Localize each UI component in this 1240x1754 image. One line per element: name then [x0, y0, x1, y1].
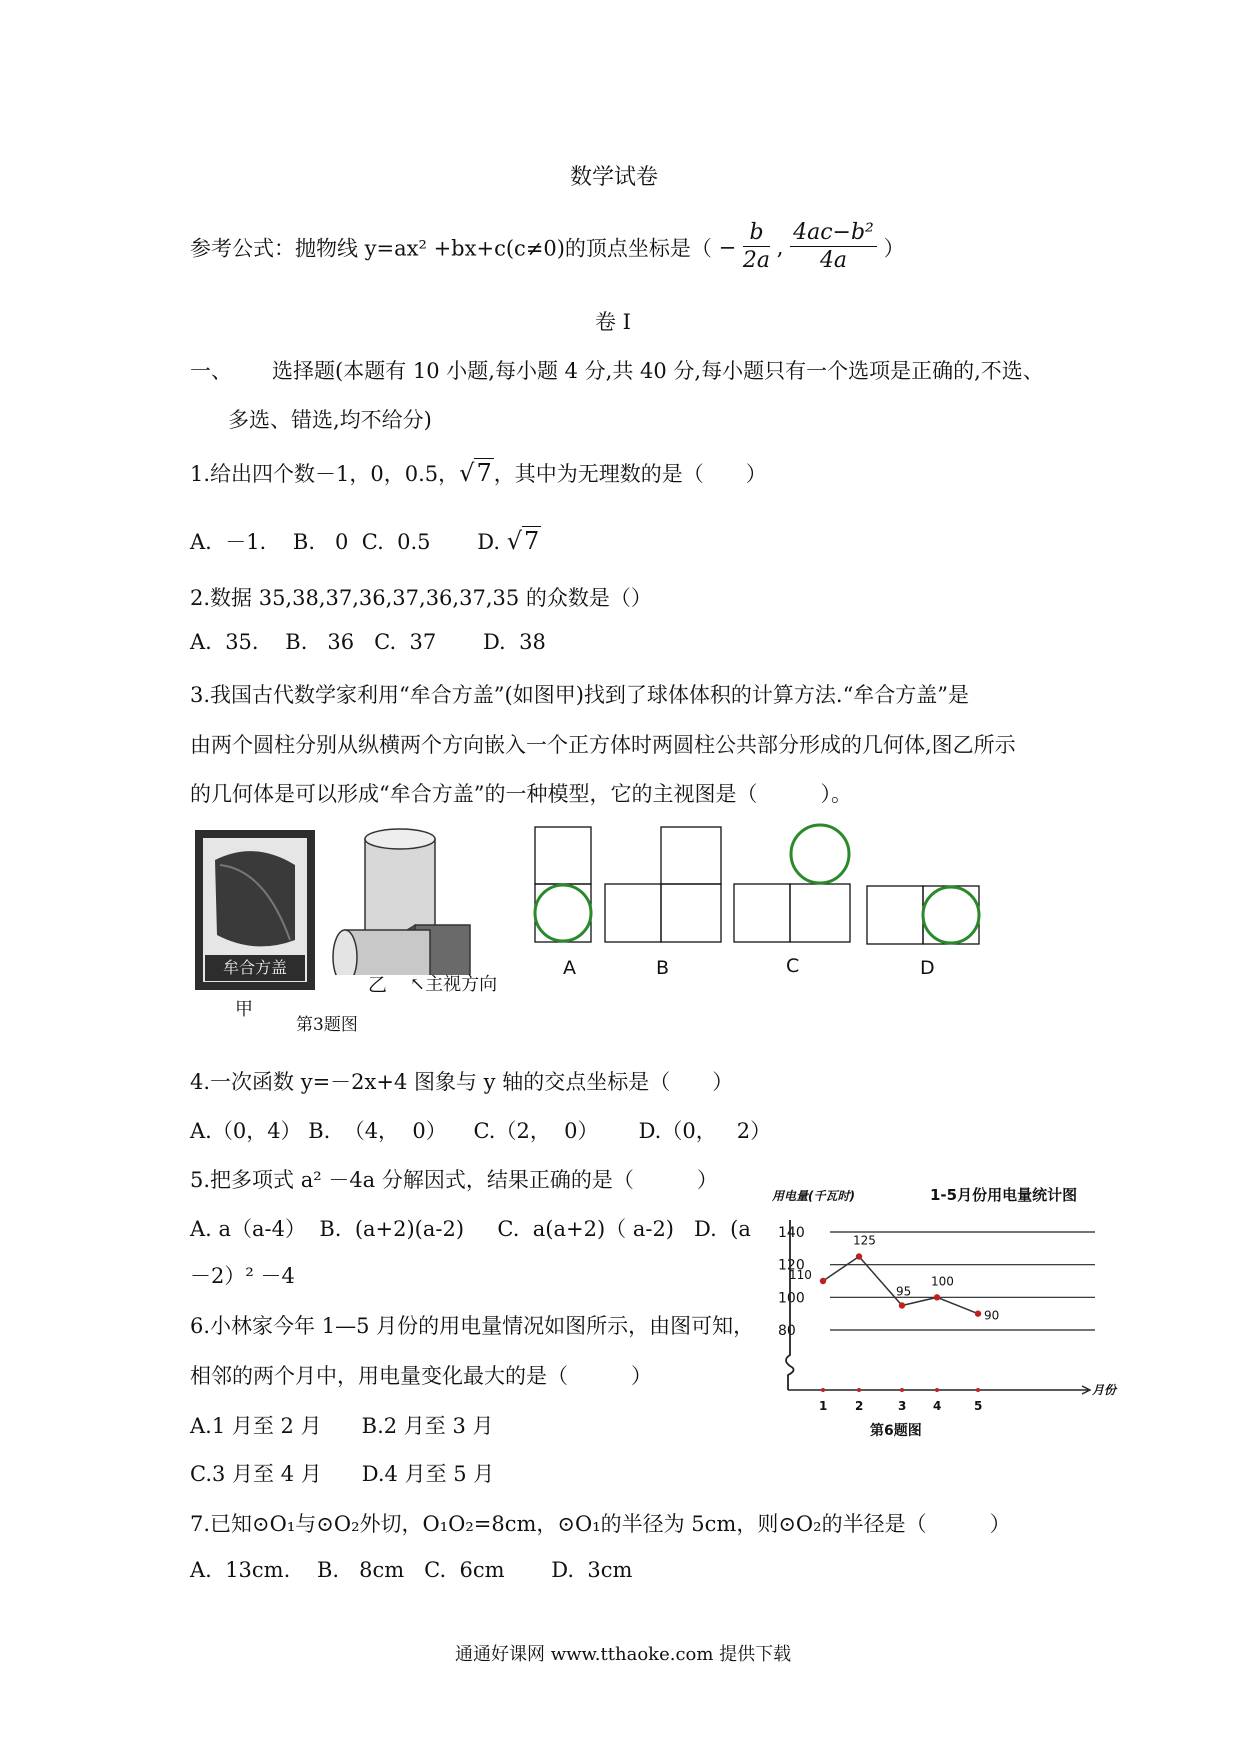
question-1-stem — [190, 458, 767, 488]
question-3-line3: 的几何体是可以形成“牟合方盖”的一种模型，它的主视图是（ ）。 — [190, 782, 852, 806]
y-tick-100: 100 — [778, 1290, 805, 1307]
sqrt-7: √7 — [459, 459, 492, 487]
chart-title: 1-5月份用电量统计图 — [930, 1186, 1078, 1204]
data-label-1: 110 — [789, 1268, 812, 1282]
question-2-options: A. 35. B. 36 C. 37 D. 38 — [190, 630, 546, 654]
view-a — [535, 827, 591, 942]
fraction-y — [790, 220, 877, 275]
question-3-line2: 由两个圆柱分别从纵横两个方向嵌入一个正方体时两圆柱公共部分形成的几何体,图乙所示 — [190, 733, 1016, 757]
figure-caption-q3: 第3题图 — [296, 1015, 358, 1035]
sqrt-7-option: √7 — [506, 527, 540, 555]
question-5-options-cont: －2）² －4 — [190, 1264, 295, 1288]
question-2-stem: 2.数据 35,38,37,36,37,36,37,35 的众数是（） — [190, 586, 652, 610]
x-tick-mark-5 — [976, 1388, 980, 1392]
y-tick-80: 80 — [778, 1323, 796, 1339]
x-tick-5: 5 — [974, 1399, 983, 1413]
view-direction-label: ↖主视方向 — [410, 974, 498, 995]
question-6-line2: 相邻的两个月中，用电量变化最大的是（ ） — [190, 1364, 652, 1388]
figure-label-yi: 乙 — [368, 974, 388, 996]
question-4-options: A.（0，4） B. （4， 0） C.（2， 0） D.（0， 2） — [190, 1119, 772, 1143]
view-label-a: A — [563, 957, 576, 979]
answer-views — [530, 820, 1000, 970]
q1-stem-a: 1.给出四个数－1，0，0.5， — [190, 462, 460, 486]
reference-formula — [190, 220, 905, 275]
x-tick-3: 3 — [898, 1399, 907, 1413]
fraction-x — [743, 220, 770, 275]
formula-suffix: ） — [883, 236, 905, 261]
x-tick-4: 4 — [933, 1399, 942, 1413]
section-instruction-line2: 多选、错选,均不给分) — [228, 408, 432, 432]
data-label-3: 95 — [896, 1284, 912, 1299]
data-label-5: 90 — [984, 1308, 1000, 1323]
fraction-y-denominator: 4a — [819, 248, 848, 273]
footer-source: 通通好课网 www.tthaoke.com 提供下载 — [455, 1644, 792, 1665]
page-title: 数学试卷 — [570, 165, 659, 190]
data-point-5 — [975, 1310, 981, 1316]
data-point-4 — [934, 1294, 940, 1300]
view-b — [605, 827, 721, 942]
x-tick-mark-1 — [821, 1388, 825, 1392]
question-5-options: A. a（a-4） B. (a+2)(a-2) C. a(a+2)（ a-2) D. (a — [190, 1217, 751, 1241]
chart-caption: 第6题图 — [870, 1423, 922, 1439]
question-6-line1: 6.小林家今年 1—5 月份的用电量情况如图所示，由图可知， — [190, 1314, 755, 1338]
question-5-stem: 5.把多项式 a² －4a 分解因式，结果正确的是（ ） — [190, 1168, 718, 1192]
question-6-options-2: C.3 月至 4 月 D.4 月至 5 月 — [190, 1462, 495, 1486]
fraction-x-denominator: 2a — [742, 248, 771, 273]
data-label-2: 125 — [853, 1233, 876, 1248]
sqrt-radicand-option: 7 — [524, 527, 540, 555]
section-number: 一、 — [190, 359, 232, 383]
view-label-d: D — [920, 957, 935, 979]
y-tick-140: 140 — [778, 1225, 805, 1241]
volume-heading: 卷 I — [595, 310, 631, 334]
sqrt-radicand: 7 — [476, 459, 492, 487]
data-point-3 — [899, 1302, 905, 1308]
q1-options-text: A. －1. B. 0 C. 0.5 D. — [190, 530, 501, 554]
x-tick-mark-2 — [857, 1388, 861, 1392]
formula-prefix: 参考公式：抛物线 y=ax² +bx+c(c≠0)的顶点坐标是（ — [190, 236, 712, 261]
data-point-1 — [820, 1278, 826, 1284]
question-7-options: A. 13cm. B. 8cm C. 6cm D. 3cm — [190, 1558, 633, 1582]
question-7-stem: 7.已知⊙O₁与⊙O₂外切，O₁O₂=8cm，⊙O₁的半径为 5cm，则⊙O₂的半径是（ ） — [190, 1512, 1011, 1536]
view-d — [867, 886, 979, 944]
x-axis-label: 月份 — [1092, 1383, 1117, 1397]
view-c — [734, 825, 850, 942]
formula-neg: − — [718, 235, 737, 260]
question-6-options-1: A.1 月至 2 月 B.2 月至 3 月 — [190, 1414, 494, 1438]
fraction-y-numerator: 4ac−b² — [790, 220, 877, 247]
photo-label: 牟合方盖 — [205, 955, 305, 981]
chart-ylabel: 用电量(千瓦时) — [772, 1189, 855, 1203]
x-tick-mark-3 — [900, 1388, 904, 1392]
figure-label-jia: 甲 — [235, 999, 253, 1020]
y-tick-120: 120 — [778, 1257, 805, 1274]
data-point-2 — [856, 1253, 862, 1259]
x-tick-mark-4 — [935, 1388, 939, 1392]
cylinder-cube-model — [325, 825, 490, 975]
view-label-c: C — [786, 955, 800, 977]
question-4-stem: 4.一次函数 y=－2x+4 图象与 y 轴的交点坐标是（ ） — [190, 1070, 734, 1094]
fraction-x-numerator: b — [743, 220, 770, 247]
electricity-line-chart — [770, 1170, 1130, 1445]
section-instruction-line1: 选择题(本题有 10 小题,每小题 4 分,共 40 分,每小题只有一个选项是正确的,不选、 — [272, 359, 1044, 383]
view-label-b: B — [656, 957, 670, 979]
photo-mouhefanggai — [195, 830, 315, 990]
x-tick-2: 2 — [855, 1399, 864, 1413]
x-tick-1: 1 — [819, 1399, 828, 1413]
q1-stem-b: ，其中为无理数的是（ ） — [493, 462, 767, 486]
question-1-options — [190, 526, 541, 556]
question-3-line1: 3.我国古代数学家利用“牟合方盖”(如图甲)找到了球体体积的计算方法.“牟合方盖”是 — [190, 683, 970, 707]
formula-comma: , — [776, 235, 784, 260]
data-label-4: 100 — [931, 1274, 954, 1289]
